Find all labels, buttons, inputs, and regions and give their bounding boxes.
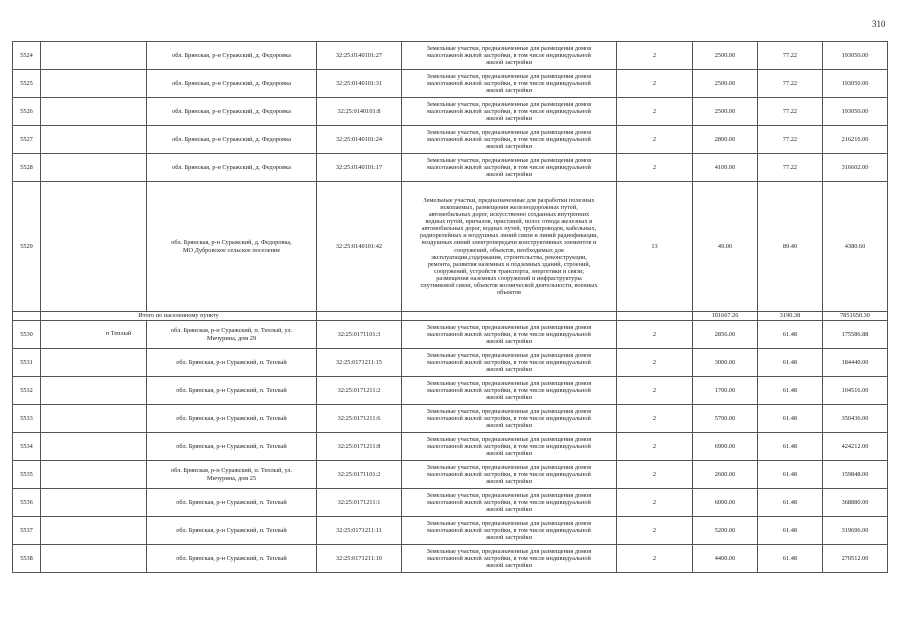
text-line: жилой застройки <box>486 59 532 67</box>
text-line: обл. Брянская, р-н Суражский, п. Теплый <box>176 442 287 450</box>
group-number: 2 <box>617 377 693 405</box>
rate-value: 61.48 <box>758 461 823 489</box>
text-line: Земельные участки, предназначенные для размещения домов <box>426 519 592 527</box>
cadastral-number: 32:25:0171211:11 <box>317 517 402 545</box>
table-row <box>13 98 888 126</box>
rate-value: 61.48 <box>758 545 823 573</box>
text-line: жилой застройки <box>486 87 532 95</box>
cadastral-value-table <box>12 41 888 573</box>
text-line: Земельные участки, предназначенные для размещения домов <box>426 547 592 555</box>
land-use-cell <box>402 433 617 461</box>
group-number: 2 <box>617 461 693 489</box>
group-number: 2 <box>617 489 693 517</box>
area-value: 2600.00 <box>693 461 758 489</box>
subject-cell <box>41 70 147 98</box>
cadastral-number: 32:25:0140101:42 <box>317 182 402 312</box>
table-row-big <box>13 182 888 312</box>
text-line: малоэтажной жилой застройки, в том числе индивидуальной <box>427 414 591 422</box>
text-line: обл. Брянская, р-н Суражский, п. Теплый <box>176 498 287 506</box>
row-number: 5538 <box>13 545 41 573</box>
cadastral-value: 193050.00 <box>823 42 888 70</box>
total-empty-cell <box>617 312 693 321</box>
text-line: Земельные участки, предназначенные для размещения домов <box>426 379 592 387</box>
cadastral-value: 159848.00 <box>823 461 888 489</box>
text-line: обл. Брянская, р-н Суражский, п. Теплый, ул. <box>170 467 293 475</box>
subject-cell <box>41 405 147 433</box>
cadastral-value: 368880.00 <box>823 489 888 517</box>
land-use-cell <box>402 517 617 545</box>
area-value: 5200.00 <box>693 517 758 545</box>
row-number: 5531 <box>13 349 41 377</box>
cadastral-number: 32:25:0140101:27 <box>317 42 402 70</box>
text-line: малоэтажной жилой застройки, в том числе индивидуальной <box>427 79 591 87</box>
subject-cell <box>41 349 147 377</box>
land-use-cell <box>402 461 617 489</box>
text-line: малоэтажной жилой застройки, в том числе индивидуальной <box>427 470 591 478</box>
total-num-cell <box>13 312 41 321</box>
land-use-cell <box>402 42 617 70</box>
cadastral-value: 104516.00 <box>823 377 888 405</box>
text-line: малоэтажной жилой застройки, в том числе индивидуальной <box>427 330 591 338</box>
total-empty-cell <box>402 312 617 321</box>
cadastral-value: 350436.00 <box>823 405 888 433</box>
cadastral-number: 32:25:0171101:3 <box>317 321 402 349</box>
total-rate: 3190.38 <box>758 312 823 321</box>
settlement-subheading: п Теплый <box>105 330 132 338</box>
text-line: жилой застройки <box>486 143 532 151</box>
row-number: 5525 <box>13 70 41 98</box>
group-number: 2 <box>617 98 693 126</box>
row-number: 5529 <box>13 182 41 312</box>
text-line: ископаемых, размещения железнодорожных путей, <box>440 204 578 212</box>
cadastral-number: 32:25:0171211:1 <box>317 489 402 517</box>
address-cell <box>147 489 317 517</box>
table-row <box>13 154 888 182</box>
table-row <box>13 545 888 573</box>
text-line: обл. Брянская, р-н Суражский, п. Теплый <box>176 526 287 534</box>
text-line: Земельные участки, предназначенные для размещения домов <box>426 407 592 415</box>
subject-cell <box>41 433 147 461</box>
text-line: спутниковой связи, объектов космической деятельности, военных <box>420 281 598 289</box>
cadastral-value: 270512.00 <box>823 545 888 573</box>
text-line: малоэтажной жилой застройки, в том числе индивидуальной <box>427 386 591 394</box>
text-line: жилой застройки <box>486 506 532 514</box>
rate-value: 77.22 <box>758 42 823 70</box>
cadastral-value: 316602.00 <box>823 154 888 182</box>
text-line: сооружений, устройств транспорта, энергетики и связи; <box>434 267 584 275</box>
address-cell: обл. Брянская, р-н Суражский, д. Федоровка <box>147 98 317 126</box>
rate-value: 61.48 <box>758 377 823 405</box>
rate-value: 61.48 <box>758 405 823 433</box>
cadastral-value: 184440.00 <box>823 349 888 377</box>
text-line: Земельные участки, предназначенные для размещения домов <box>426 100 592 108</box>
text-line: жилой застройки <box>486 450 532 458</box>
address-cell <box>147 321 317 349</box>
address-cell <box>147 182 317 312</box>
text-line: жилой застройки <box>486 394 532 402</box>
page-number: 310 <box>872 19 886 29</box>
text-line: малоэтажной жилой застройки, в том числе индивидуальной <box>427 51 591 59</box>
text-line: Земельные участки, предназначенные для размещения домов <box>426 351 592 359</box>
address-cell <box>147 461 317 489</box>
area-value: 2500.00 <box>693 70 758 98</box>
area-value: 2856.00 <box>693 321 758 349</box>
cadastral-number: 32:25:0171101:2 <box>317 461 402 489</box>
row-number: 5524 <box>13 42 41 70</box>
row-number: 5533 <box>13 405 41 433</box>
address-cell: обл. Брянская, р-н Суражский, д. Федоровка <box>147 154 317 182</box>
text-line: жилой застройки <box>486 115 532 123</box>
text-line: сооружений, объектов, необходимых для <box>454 246 564 254</box>
rate-value: 61.48 <box>758 321 823 349</box>
text-line: жилой застройки <box>486 562 532 570</box>
row-number: 5530 <box>13 321 41 349</box>
text-line: Земельные участки, предназначенные для размещения домов <box>426 44 592 52</box>
text-line: жилой застройки <box>486 366 532 374</box>
table-row <box>13 349 888 377</box>
text-line: обл. Брянская, р-н Суражский, п. Теплый <box>176 414 287 422</box>
rate-value: 77.22 <box>758 98 823 126</box>
land-use-cell <box>402 154 617 182</box>
address-cell: обл. Брянская, р-н Суражский, д. Федоровка <box>147 42 317 70</box>
table-row <box>13 433 888 461</box>
rate-value: 77.22 <box>758 70 823 98</box>
cadastral-value: 175586.88 <box>823 321 888 349</box>
text-line: ремонта, развития наземных и подземных зданий, строений, <box>427 260 591 268</box>
area-value: 4100.00 <box>693 154 758 182</box>
group-number: 2 <box>617 517 693 545</box>
group-number: 2 <box>617 126 693 154</box>
row-number: 5537 <box>13 517 41 545</box>
text-line: малоэтажной жилой застройки, в том числе индивидуальной <box>427 498 591 506</box>
table-row <box>13 461 888 489</box>
text-line: малоэтажной жилой застройки, в том числе индивидуальной <box>427 107 591 115</box>
row-number: 5528 <box>13 154 41 182</box>
subject-cell <box>41 182 147 312</box>
text-line: эксплуатации,содержания, строительства, реконструкции, <box>431 253 587 261</box>
address-cell <box>147 545 317 573</box>
subject-cell <box>41 42 147 70</box>
land-use-cell <box>402 405 617 433</box>
table-row <box>13 517 888 545</box>
table-row <box>13 489 888 517</box>
address-cell <box>147 349 317 377</box>
rate-value: 61.48 <box>758 433 823 461</box>
table-row <box>13 42 888 70</box>
address-line: обл. Брянская, р-н Суражский, д. Федоровка, <box>171 239 292 247</box>
subject-cell <box>41 126 147 154</box>
text-line: малоэтажной жилой застройки, в том числе индивидуальной <box>427 554 591 562</box>
text-line: малоэтажной жилой застройки, в том числе индивидуальной <box>427 163 591 171</box>
text-line: радиорелейных и воздушных линий связи и линий радиофикации, <box>419 232 599 240</box>
cadastral-number: 32:25:0171211:10 <box>317 545 402 573</box>
table-row <box>13 321 888 349</box>
row-number: 5535 <box>13 461 41 489</box>
row-number: 5527 <box>13 126 41 154</box>
area-value: 3000.00 <box>693 349 758 377</box>
row-number: 5534 <box>13 433 41 461</box>
area-value: 2800.00 <box>693 126 758 154</box>
text-line: автомобильных дорог, искусственно созданных внутренних <box>428 211 590 219</box>
subject-cell <box>41 321 147 349</box>
text-line: автомобильных дорог, водных путей, трубопроводов, кабельных, <box>421 225 597 233</box>
cadastral-value: 4380.60 <box>823 182 888 312</box>
address-cell: обл. Брянская, р-н Суражский, д. Федоровка <box>147 126 317 154</box>
text-line: малоэтажной жилой застройки, в том числе индивидуальной <box>427 358 591 366</box>
subject-cell <box>41 517 147 545</box>
address-cell <box>147 405 317 433</box>
total-value: 7851650.30 <box>823 312 888 321</box>
subject-cell <box>41 489 147 517</box>
text-line: обл. Брянская, р-н Суражский, п. Теплый <box>176 386 287 394</box>
subject-cell <box>41 461 147 489</box>
text-line: жилой застройки <box>486 534 532 542</box>
text-line: объектов <box>496 288 521 296</box>
land-use-cell <box>402 321 617 349</box>
rate-value: 77.22 <box>758 154 823 182</box>
group-number: 2 <box>617 405 693 433</box>
group-number: 2 <box>617 349 693 377</box>
text-line: воздушных линий электропередачи конструктивных элементов и <box>421 239 597 247</box>
area-value: 1700.00 <box>693 377 758 405</box>
cadastral-number: 32:25:0171211:15 <box>317 349 402 377</box>
group-number: 13 <box>617 182 693 312</box>
cadastral-number: 32:25:0140101:31 <box>317 70 402 98</box>
land-use-cell <box>402 545 617 573</box>
cadastral-number: 32:25:0140101:24 <box>317 126 402 154</box>
subject-cell <box>41 545 147 573</box>
text-line: малоэтажной жилой застройки, в том числе индивидуальной <box>427 135 591 143</box>
cadastral-number: 32:25:0171211:8 <box>317 433 402 461</box>
text-line: малоэтажной жилой застройки, в том числе индивидуальной <box>427 442 591 450</box>
rate-value: 61.48 <box>758 517 823 545</box>
group-number: 2 <box>617 545 693 573</box>
land-use-cell <box>402 126 617 154</box>
land-use-cell <box>402 349 617 377</box>
cadastral-value: 424212.00 <box>823 433 888 461</box>
address-line: МО Дубровское сельское поселение <box>182 246 281 254</box>
land-use-cell <box>402 182 617 312</box>
text-line: жилой застройки <box>486 171 532 179</box>
rate-value: 61.48 <box>758 349 823 377</box>
area-value: 2500.00 <box>693 98 758 126</box>
group-number: 2 <box>617 70 693 98</box>
cadastral-value: 216216.00 <box>823 126 888 154</box>
subject-cell <box>41 154 147 182</box>
row-number: 5532 <box>13 377 41 405</box>
land-use-cell <box>402 98 617 126</box>
text-line: жилой застройки <box>486 338 532 346</box>
cadastral-number: 32:25:0140101:17 <box>317 154 402 182</box>
table-row <box>13 377 888 405</box>
address-cell <box>147 433 317 461</box>
area-value: 2500.00 <box>693 42 758 70</box>
text-line: малоэтажной жилой застройки, в том числе индивидуальной <box>427 526 591 534</box>
table-row <box>13 70 888 98</box>
text-line: размещения наземных сооружений и инфраструктуры <box>436 274 582 282</box>
address-cell <box>147 377 317 405</box>
land-use-cell <box>402 70 617 98</box>
cadastral-value: 319696.00 <box>823 517 888 545</box>
rate-value: 89.40 <box>758 182 823 312</box>
total-label: Итого по населенному пункту <box>41 312 317 321</box>
table-row <box>13 126 888 154</box>
text-line: Земельные участки, предназначенные для размещения домов <box>426 323 592 331</box>
text-line: водных путей, причалов, пристаней, полос отвода железных и <box>425 218 593 226</box>
cadastral-number: 32:25:0140101:8 <box>317 98 402 126</box>
group-number: 2 <box>617 154 693 182</box>
text-line: обл. Брянская, р-н Суражский, п. Теплый <box>176 554 287 562</box>
land-use-cell <box>402 489 617 517</box>
text-line: обл. Брянская, р-н Суражский, п. Теплый, ул. <box>170 327 293 335</box>
subject-cell <box>41 377 147 405</box>
cadastral-number: 32:25:0171211:6 <box>317 405 402 433</box>
group-number: 2 <box>617 433 693 461</box>
row-number: 5536 <box>13 489 41 517</box>
text-line: жилой застройки <box>486 422 532 430</box>
area-value: 4400.00 <box>693 545 758 573</box>
text-line: обл. Брянская, р-н Суражский, п. Теплый <box>176 358 287 366</box>
text-line: Земельные участки, предназначенные для размещения домов <box>426 128 592 136</box>
text-line: Земельные участки, предназначенные для разработки полезных <box>423 197 595 205</box>
total-area: 101667.26 <box>693 312 758 321</box>
group-number: 2 <box>617 42 693 70</box>
cadastral-value: 193050.00 <box>823 70 888 98</box>
area-value: 49.00 <box>693 182 758 312</box>
area-value: 5700.00 <box>693 405 758 433</box>
row-number: 5526 <box>13 98 41 126</box>
text-line: Земельные участки, предназначенные для размещения домов <box>426 156 592 164</box>
total-row <box>13 312 888 321</box>
land-use-cell <box>402 377 617 405</box>
area-value: 6900.00 <box>693 433 758 461</box>
text-line: Земельные участки, предназначенные для размещения домов <box>426 463 592 471</box>
subject-cell <box>41 98 147 126</box>
text-line: Земельные участки, предназначенные для размещения домов <box>426 491 592 499</box>
address-cell <box>147 517 317 545</box>
total-empty-cell <box>317 312 402 321</box>
text-line: Мичурина, дом 25 <box>206 474 257 482</box>
table-row <box>13 405 888 433</box>
text-line: жилой застройки <box>486 478 532 486</box>
text-line: Земельные участки, предназначенные для размещения домов <box>426 435 592 443</box>
rate-value: 61.48 <box>758 489 823 517</box>
text-line: Земельные участки, предназначенные для размещения домов <box>426 72 592 80</box>
group-number: 2 <box>617 321 693 349</box>
text-line: Мичурина, дом 29 <box>206 334 257 342</box>
cadastral-number: 32:25:0171211:2 <box>317 377 402 405</box>
rate-value: 77.22 <box>758 126 823 154</box>
area-value: 6000.00 <box>693 489 758 517</box>
cadastral-value: 193050.00 <box>823 98 888 126</box>
address-cell: обл. Брянская, р-н Суражский, д. Федоровка <box>147 70 317 98</box>
